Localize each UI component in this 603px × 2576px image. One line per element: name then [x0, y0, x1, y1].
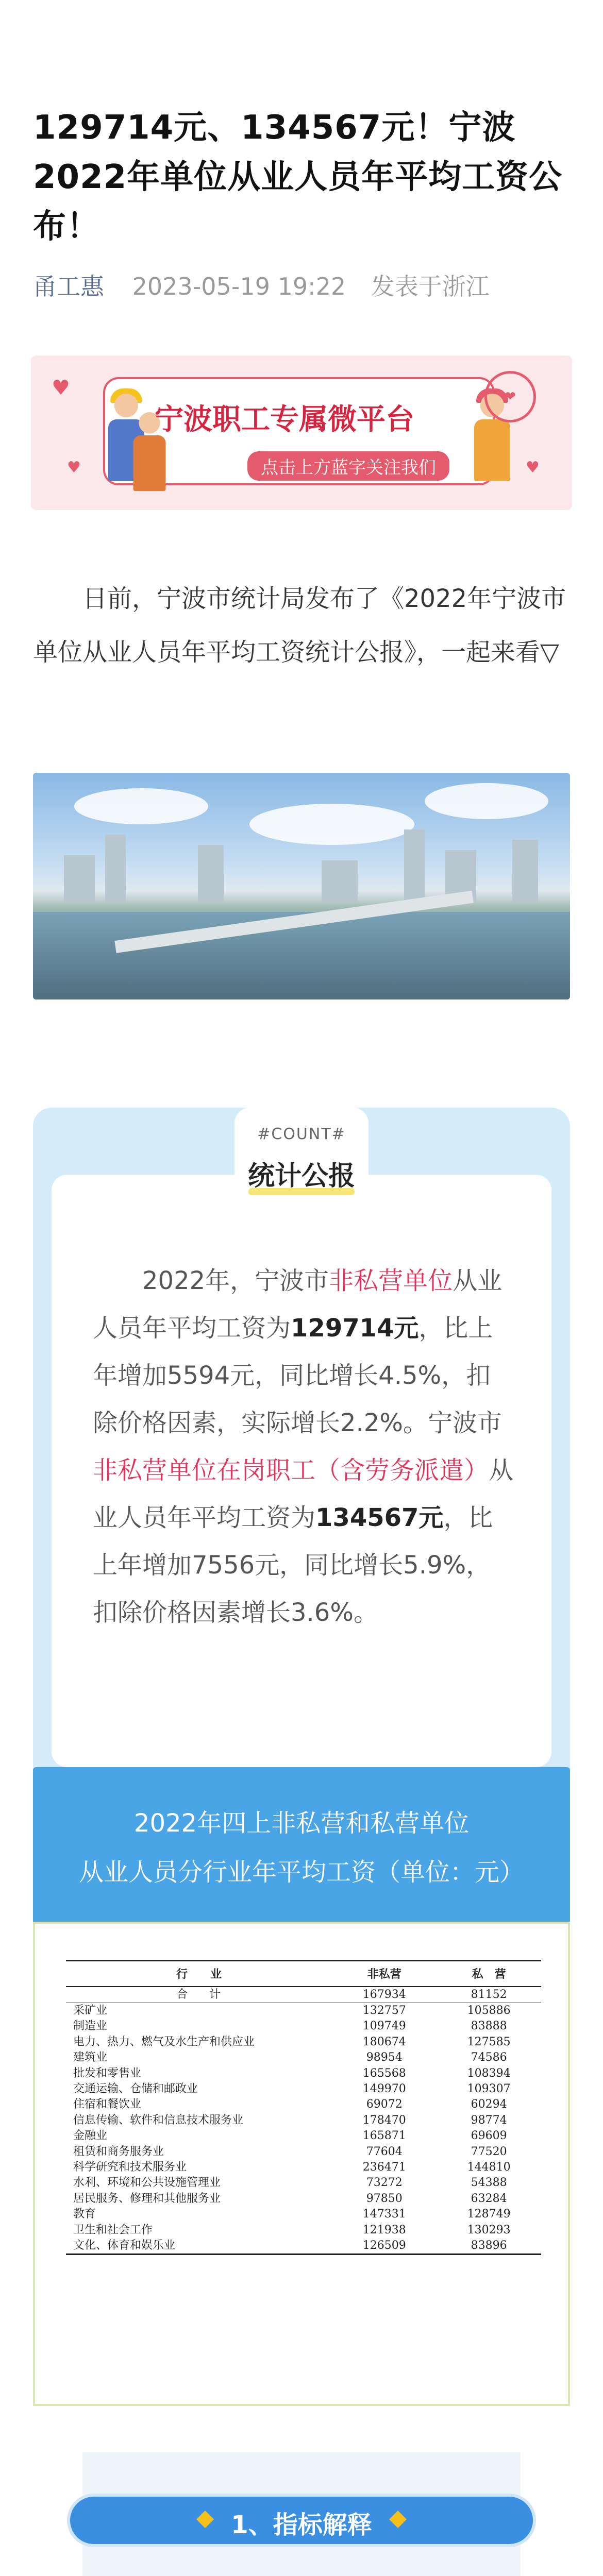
industry-cell: 批发和零售业 — [73, 2066, 142, 2080]
column-header: 私 营 — [437, 1961, 541, 1987]
private-wage-cell: 128749 — [467, 2208, 511, 2221]
table-row — [66, 1987, 541, 2003]
heart-icon: ♥ — [526, 459, 540, 477]
table-body — [66, 1987, 541, 2255]
follow-banner[interactable] — [31, 355, 572, 510]
table-title-bar — [33, 1767, 570, 1922]
table-row — [66, 2113, 541, 2128]
private-wage-cell: 69609 — [471, 2129, 507, 2143]
industry-cell: 交通运输、仓储和邮政业 — [73, 2082, 198, 2095]
private-wage-cell: 144810 — [467, 2160, 511, 2174]
non-private-wage-cell: 178470 — [362, 2113, 406, 2127]
non-private-wage-cell: 165568 — [362, 2066, 406, 2080]
heart-icon: ♥ — [52, 376, 70, 400]
industry-cell: 水利、环境和公共设施管理业 — [73, 2176, 221, 2190]
article-meta — [33, 268, 507, 302]
non-private-wage-cell: 165871 — [362, 2129, 406, 2143]
table-row — [66, 2035, 541, 2050]
section-heading: 1、指标解释 — [231, 2511, 372, 2539]
salary-table-image — [33, 1922, 570, 2406]
highlight-on-post: 非私营单位在岗职工（含劳务派遣） — [93, 1456, 489, 1485]
non-private-wage-cell: 167934 — [332, 1987, 437, 2003]
non-private-wage-cell: 180674 — [362, 2035, 406, 2048]
city-skyline-image — [33, 773, 570, 999]
table-row — [66, 2238, 541, 2255]
non-private-wage-cell: 236471 — [362, 2160, 406, 2174]
industry-cell: 租赁和商务服务业 — [73, 2145, 164, 2158]
publish-date: 2023-05-19 19:22 — [132, 273, 346, 300]
private-wage-cell: 74586 — [471, 2051, 507, 2064]
table-title-line1: 2022年四上非私营和私营单位 — [133, 1809, 470, 1838]
salary-value-2: 134567元 — [315, 1503, 444, 1532]
table-row — [66, 2175, 541, 2191]
industry-cell: 制造业 — [73, 2020, 108, 2033]
intro-paragraph: 日前，宁波市统计局发布了《2022年宁波市单位从业人员年平均工资统计公报》，一起来看▽ — [33, 584, 566, 667]
industry-cell: 金融业 — [73, 2129, 108, 2143]
table-row — [66, 2066, 541, 2081]
industry-cell: 卫生和社会工作 — [73, 2223, 153, 2236]
salary-table — [66, 1960, 541, 2255]
industry-cell: 住宿和餐饮业 — [73, 2098, 142, 2111]
card-heading: 统计公报 — [247, 1161, 355, 1192]
statistics-bulletin-card — [33, 1108, 570, 1819]
table-row — [66, 2097, 541, 2112]
author-link[interactable]: 甬工惠 — [33, 273, 104, 300]
private-wage-cell: 77520 — [471, 2145, 507, 2158]
heart-icon: ♥ — [67, 459, 81, 477]
private-wage-cell: 130293 — [467, 2223, 511, 2236]
private-wage-cell: 109307 — [467, 2082, 511, 2095]
logo-stamp-icon: ❤ — [484, 371, 536, 422]
private-wage-cell: 98774 — [471, 2113, 507, 2127]
table-row — [66, 2191, 541, 2207]
private-wage-cell: 63284 — [471, 2192, 507, 2205]
private-wage-cell: 105886 — [467, 2004, 511, 2017]
table-row — [66, 2128, 541, 2144]
table-row — [66, 2019, 541, 2034]
private-wage-cell: 108394 — [467, 2066, 511, 2080]
publish-location: 发表于浙江 — [371, 273, 490, 300]
private-wage-cell: 83888 — [471, 2020, 507, 2033]
table-row — [66, 2081, 541, 2097]
non-private-wage-cell: 77604 — [366, 2145, 403, 2158]
industry-cell: 建筑业 — [73, 2051, 108, 2064]
table-row — [66, 2003, 541, 2019]
non-private-wage-cell: 147331 — [362, 2208, 406, 2221]
article-title: 129714元、134567元！宁波2022年单位从业人员年平均工资公布！ — [33, 109, 563, 246]
non-private-wage-cell: 109749 — [362, 2020, 406, 2033]
industry-cell: 科学研究和技术服务业 — [73, 2160, 187, 2174]
count-label: #COUNT# — [257, 1125, 346, 1143]
industry-cell: 信息传输、软件和信息技术服务业 — [73, 2113, 244, 2127]
private-wage-cell: 60294 — [471, 2098, 507, 2111]
table-row — [66, 2160, 541, 2175]
private-wage-cell: 81152 — [437, 1987, 541, 2003]
non-private-wage-cell: 98954 — [366, 2051, 403, 2064]
industry-cell: 文化、体育和娱乐业 — [66, 2238, 332, 2255]
private-wage-cell: 54388 — [471, 2176, 507, 2190]
banner-subtitle: 点击上方蓝字关注我们 — [247, 451, 449, 481]
non-private-wage-cell: 121938 — [362, 2223, 406, 2236]
industry-cell: 合 计 — [66, 1987, 332, 2003]
industry-cell: 教育 — [73, 2208, 96, 2221]
non-private-wage-cell: 73272 — [366, 2176, 403, 2190]
highlight-non-private: 非私营单位 — [329, 1266, 453, 1295]
non-private-wage-cell: 149970 — [362, 2082, 406, 2095]
industry-cell: 采矿业 — [73, 2004, 108, 2017]
non-private-wage-cell: 126509 — [332, 2238, 437, 2255]
column-header: 非私营 — [332, 1961, 437, 1987]
salary-value-1: 129714元 — [291, 1314, 419, 1343]
industry-cell: 居民服务、修理和其他服务业 — [73, 2192, 221, 2205]
table-row — [66, 2144, 541, 2160]
banner-title: 宁波职工专属微平台 — [155, 403, 414, 436]
table-row — [66, 2207, 541, 2222]
section-heading-bar — [67, 2494, 536, 2547]
bulletin-text: 2022年，宁波市非私营单位从业人员年平均工资为129714元，比上年增加5594元，同比增长4.5%，扣除价格因素，实际增长2.2%。宁波市非私营单位在岗职工（含劳务派遣）从业人员年平均工资为134567元，比上年增加7556元，同比增长5.9%，扣除价格因素增长3.6%。 — [93, 1266, 514, 1627]
non-private-wage-cell: 97850 — [366, 2192, 403, 2205]
table-title-line2: 从业人员分行业年平均工资（单位：元） — [78, 1858, 524, 1887]
private-wage-cell: 83896 — [437, 2238, 541, 2255]
non-private-wage-cell: 69072 — [366, 2098, 403, 2111]
column-header: 行 业 — [66, 1961, 332, 1987]
private-wage-cell: 127585 — [467, 2035, 511, 2048]
industry-cell: 电力、热力、燃气及水生产和供应业 — [73, 2035, 255, 2048]
non-private-wage-cell: 132757 — [362, 2004, 406, 2017]
table-row — [66, 2050, 541, 2065]
table-row — [66, 2223, 541, 2238]
